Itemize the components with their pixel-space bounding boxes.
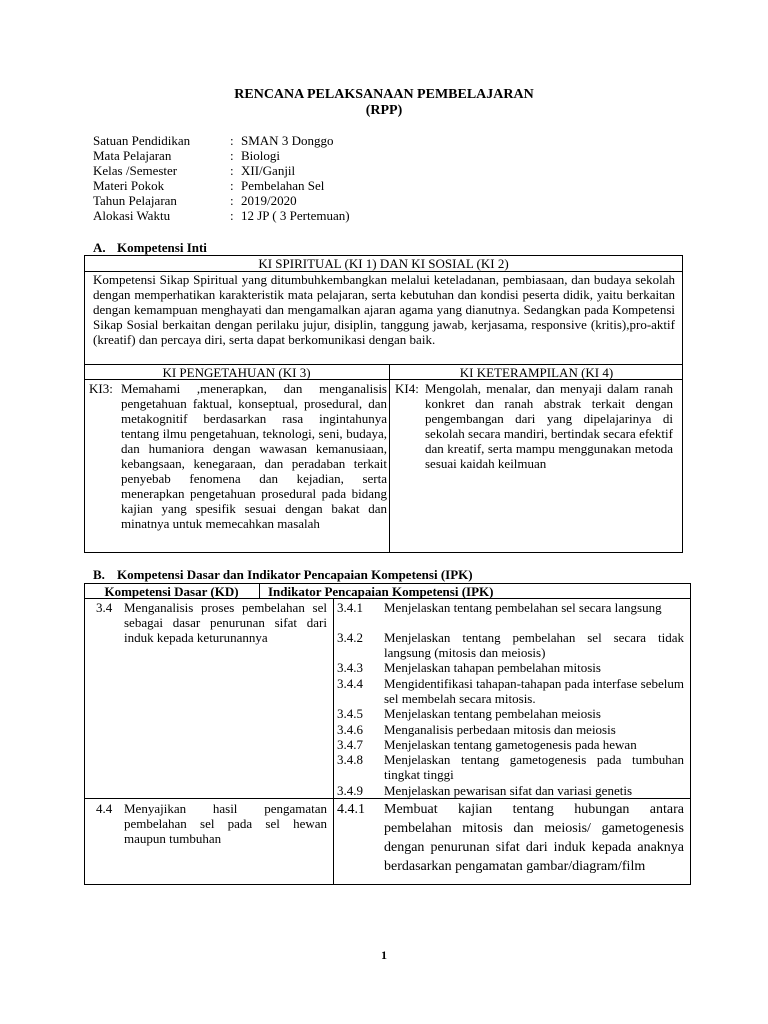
page-number: 1 bbox=[381, 948, 387, 962]
identity-value: Biologi bbox=[241, 148, 281, 163]
ki3-header: KI PENGETAHUAN (KI 3) bbox=[162, 365, 311, 380]
ipk-header: Indikator Pencapaian Kompetensi (IPK) bbox=[268, 584, 494, 599]
ki4-header: KI KETERAMPILAN (KI 4) bbox=[459, 365, 614, 380]
ipk-text: Menganalisis perbedaan mitosis dan meiosis bbox=[384, 722, 616, 737]
ipk-text: Menjelaskan tentang pembelahan sel secara langsung bbox=[384, 600, 662, 615]
ipk-number: 3.4.7 bbox=[337, 737, 363, 752]
identity-row bbox=[93, 208, 493, 223]
document-title: RENCANA PELAKSANAAN PEMBELAJARAN bbox=[234, 87, 534, 102]
ipk-number: 3.4.6 bbox=[337, 722, 363, 737]
ipk-number: 3.4.9 bbox=[337, 783, 363, 798]
ki3-prefix: KI3: bbox=[89, 381, 113, 396]
table-divider bbox=[84, 798, 691, 799]
ipk-text: Menjelaskan tentang pembelahan meiosis bbox=[384, 706, 601, 721]
ipk-text: Membuat kajian tentang hubungan antara pembelahan mitosis dan meiosis/ gametogenesis dengan penurunan sifat dari induk kepada anaknya berdasarkan pengamatan gambar/diagram/film bbox=[384, 802, 684, 874]
identity-label: Kelas /Semester bbox=[93, 163, 178, 178]
ipk-number: 3.4.8 bbox=[337, 752, 363, 767]
ipk-number: 3.4.1 bbox=[337, 600, 363, 615]
identity-row bbox=[93, 133, 493, 148]
ipk-text: Menjelaskan tentang gametogenesis pada hewan bbox=[384, 737, 637, 752]
kd-number: 4.4 bbox=[96, 801, 113, 816]
ki-spiritual-header: KI SPIRITUAL (KI 1) DAN KI SOSIAL (KI 2) bbox=[258, 256, 509, 271]
ipk-text: Menjelaskan tentang gametogenesis pada tumbuhan tingkat tinggi bbox=[384, 752, 684, 782]
ki4-prefix: KI4: bbox=[395, 381, 419, 396]
ipk-text: Menjelaskan tahapan pembelahan mitosis bbox=[384, 660, 601, 675]
ipk-number: 3.4.5 bbox=[337, 706, 363, 721]
ki-spiritual-text: Kompetensi Sikap Spiritual yang ditumbuhkembangkan melalui keteladanan, pembiasaan, dan budaya sekolah dengan memperhatikan karakteristik mata pelajaran, serta kebutuhan dan kondisi peserta didik, yaitu berkaitan dengan kemampuan menghayati dan mengamalkan ajaran agama yang dianutnya. Sedangkan pada Kompetensi Sikap Sosial berkaitan dengan perilaku jujur, disiplin, tanggung jawab, kerjasama, responsive (kritis),pro-aktif (kreatif) dan percaya diri, serta dapat berkomunikasi dengan baik. bbox=[93, 272, 675, 347]
identity-block bbox=[93, 133, 493, 223]
ki3-text: Memahami ,menerapkan, dan menganalisis pengetahuan faktual, konseptual, prosedural, dan metakognitif berdasarkan rasa ingintahunya tentang ilmu pengetahuan, teknologi, seni, budaya, dan humaniora dengan wawasan kemanusiaan, kebangsaan, kenegaraan, dan peradaban terkait penyebab fenomena dan kejadian, serta menerapkan pengetahuan prosedural pada bidang kajian yang spesifik sesuai dengan bakat dan minatnya untuk memecahkan masalah bbox=[121, 381, 387, 531]
identity-label: Materi Pokok bbox=[93, 178, 165, 193]
identity-colon: : bbox=[230, 178, 234, 193]
identity-value: 2019/2020 bbox=[241, 193, 297, 208]
identity-colon: : bbox=[230, 133, 234, 148]
ipk-text: Mengidentifikasi tahapan-tahapan pada interfase sebelum sel membelah secara mitosis. bbox=[384, 676, 684, 706]
kd-number: 3.4 bbox=[96, 600, 113, 615]
kd-text: Menganalisis proses pembelahan sel sebagai dasar penurunan sifat dari induk kepada keturunannya bbox=[124, 600, 327, 645]
section-number: A. bbox=[93, 240, 106, 255]
section-title: Kompetensi Dasar dan Indikator Pencapaian Kompetensi (IPK) bbox=[117, 567, 473, 582]
section-b-heading bbox=[93, 567, 473, 582]
kd-header: Kompetensi Dasar (KD) bbox=[104, 584, 239, 599]
identity-value: 12 JP ( 3 Pertemuan) bbox=[241, 208, 350, 223]
section-number: B. bbox=[93, 567, 105, 582]
identity-row bbox=[93, 193, 493, 208]
identity-value: SMAN 3 Donggo bbox=[241, 133, 334, 148]
identity-colon: : bbox=[230, 208, 234, 223]
identity-value: Pembelahan Sel bbox=[241, 178, 325, 193]
identity-label: Mata Pelajaran bbox=[93, 148, 172, 163]
identity-value: XII/Ganjil bbox=[241, 163, 296, 178]
ipk-number: 3.4.3 bbox=[337, 660, 363, 675]
table-divider bbox=[333, 598, 334, 885]
ipk-text: Menjelaskan tentang pembelahan sel secara tidak langsung (mitosis dan meiosis) bbox=[384, 630, 684, 660]
ipk-number: 4.4.1 bbox=[337, 802, 365, 817]
ki4-text: Mengolah, menalar, dan menyaji dalam ranah konkret dan ranah abstrak terkait dengan pengembangan dari yang dipelajarinya di sekolah secara mandiri, bertindak secara efektif dan kreatif, serta mampu menggunakan metoda sesuai kaidah keilmuan bbox=[425, 381, 673, 471]
identity-row bbox=[93, 178, 493, 193]
ipk-number: 3.4.2 bbox=[337, 630, 363, 645]
ipk-number: 3.4.4 bbox=[337, 676, 363, 691]
section-title: Kompetensi Inti bbox=[117, 240, 207, 255]
identity-row bbox=[93, 148, 493, 163]
identity-label: Alokasi Waktu bbox=[93, 208, 171, 223]
identity-label: Satuan Pendidikan bbox=[93, 133, 191, 148]
identity-label: Tahun Pelajaran bbox=[93, 193, 177, 208]
document-subtitle: (RPP) bbox=[365, 103, 403, 118]
table-divider bbox=[389, 364, 390, 553]
identity-colon: : bbox=[230, 193, 234, 208]
identity-colon: : bbox=[230, 163, 234, 178]
identity-row bbox=[93, 163, 493, 178]
section-a-heading bbox=[93, 240, 207, 255]
kd-text: Menyajikan hasil pengamatan pembelahan sel pada sel hewan maupun tumbuhan bbox=[124, 801, 327, 846]
identity-colon: : bbox=[230, 148, 234, 163]
ipk-text: Menjelaskan pewarisan sifat dan variasi genetis bbox=[384, 783, 632, 798]
